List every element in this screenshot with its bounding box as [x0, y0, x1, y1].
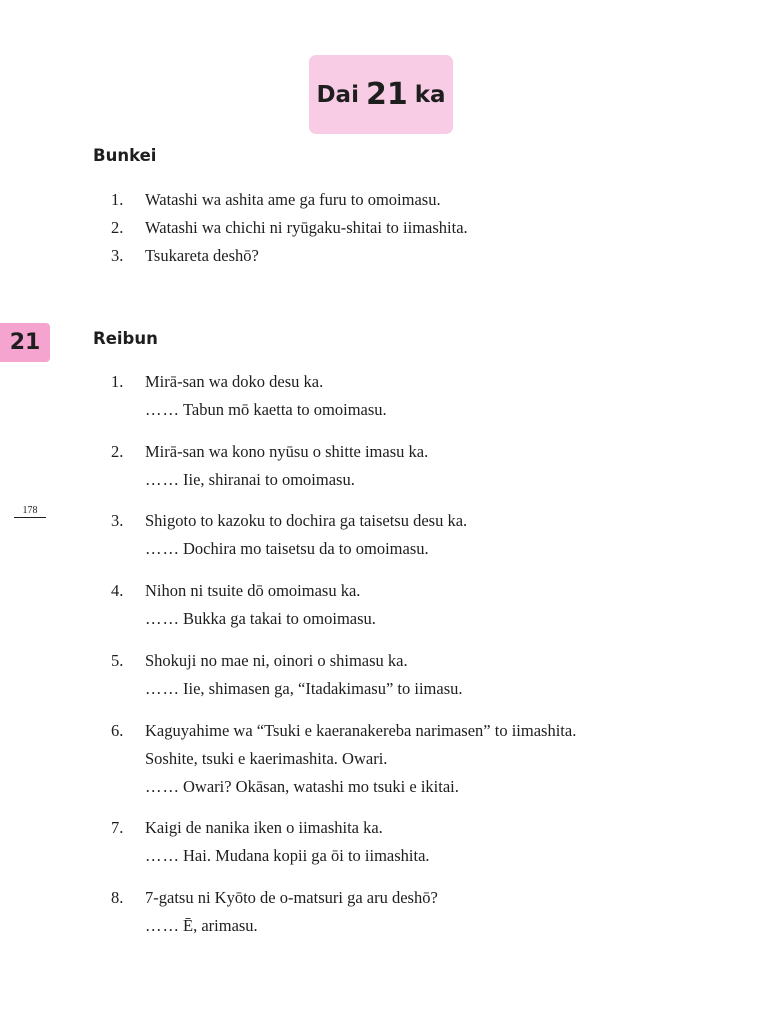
reibun-answer: Owari? Okāsan, watashi mo tsuki e ikitai. [183, 777, 459, 796]
reibun-item-number: 2. [111, 442, 124, 461]
reibun-question-line: Shokuji no mae ni, oinori o shimasu ka. [145, 651, 408, 670]
reibun-item-number: 4. [111, 581, 124, 600]
reibun-answer: Hai. Mudana kopii ga ōi to iimashita. [183, 846, 430, 865]
title-number: 21 [365, 77, 408, 112]
reibun-item-number: 5. [111, 651, 124, 670]
reibun-item-number: 7. [111, 818, 124, 837]
reibun-item-number: 6. [111, 721, 124, 740]
reibun-answer: Dochira mo taisetsu da to omoimasu. [183, 539, 429, 558]
reibun-answer: Ē, arimasu. [183, 916, 258, 935]
title-prefix: Dai [316, 81, 359, 108]
answer-dots: …… [145, 470, 180, 489]
reibun-question-line: Soshite, tsuki e kaerimashita. Owari. [145, 749, 388, 768]
bunkei-item-text: Watashi wa ashita ame ga furu to omoimasu. [145, 190, 441, 209]
bunkei-heading: Bunkei [93, 146, 157, 165]
reibun-question-line: Nihon ni tsuite dō omoimasu ka. [145, 581, 361, 600]
reibun-answer: Bukka ga takai to omoimasu. [183, 609, 376, 628]
bunkei-item-number: 2. [111, 218, 124, 237]
chapter-title [309, 55, 453, 134]
chapter-tab: 21 [0, 323, 50, 362]
bunkei-item-text: Tsukareta deshō? [145, 246, 259, 265]
reibun-question-line: Kaigi de nanika iken o iimashita ka. [145, 818, 383, 837]
answer-dots: …… [145, 846, 180, 865]
reibun-answer: Iie, shiranai to omoimasu. [183, 470, 355, 489]
answer-dots: …… [145, 609, 180, 628]
page-number: 178 [14, 504, 46, 518]
reibun-answer: Tabun mō kaetta to omoimasu. [183, 400, 387, 419]
reibun-answer: Iie, shimasen ga, “Itadakimasu” to iimasu. [183, 679, 463, 698]
answer-dots: …… [145, 400, 180, 419]
reibun-item-number: 8. [111, 888, 124, 907]
answer-dots: …… [145, 916, 180, 935]
bunkei-item-number: 3. [111, 246, 124, 265]
reibun-heading: Reibun [93, 329, 158, 348]
reibun-question-line: Mirā-san wa doko desu ka. [145, 372, 324, 391]
reibun-item-number: 3. [111, 511, 124, 530]
reibun-question-line: 7-gatsu ni Kyōto de o-matsuri ga aru deshō? [145, 888, 438, 907]
answer-dots: …… [145, 777, 180, 796]
bunkei-item-text: Watashi wa chichi ni ryūgaku-shitai to iimashita. [145, 218, 468, 237]
bunkei-item-number: 1. [111, 190, 124, 209]
reibun-question-line: Shigoto to kazoku to dochira ga taisetsu desu ka. [145, 511, 468, 530]
reibun-item-number: 1. [111, 372, 124, 391]
reibun-question-line: Kaguyahime wa “Tsuki e kaeranakereba narimasen” to iimashita. [145, 721, 577, 740]
answer-dots: …… [145, 679, 180, 698]
reibun-question-line: Mirā-san wa kono nyūsu o shitte imasu ka. [145, 442, 429, 461]
title-suffix: ka [414, 81, 446, 108]
answer-dots: …… [145, 539, 180, 558]
